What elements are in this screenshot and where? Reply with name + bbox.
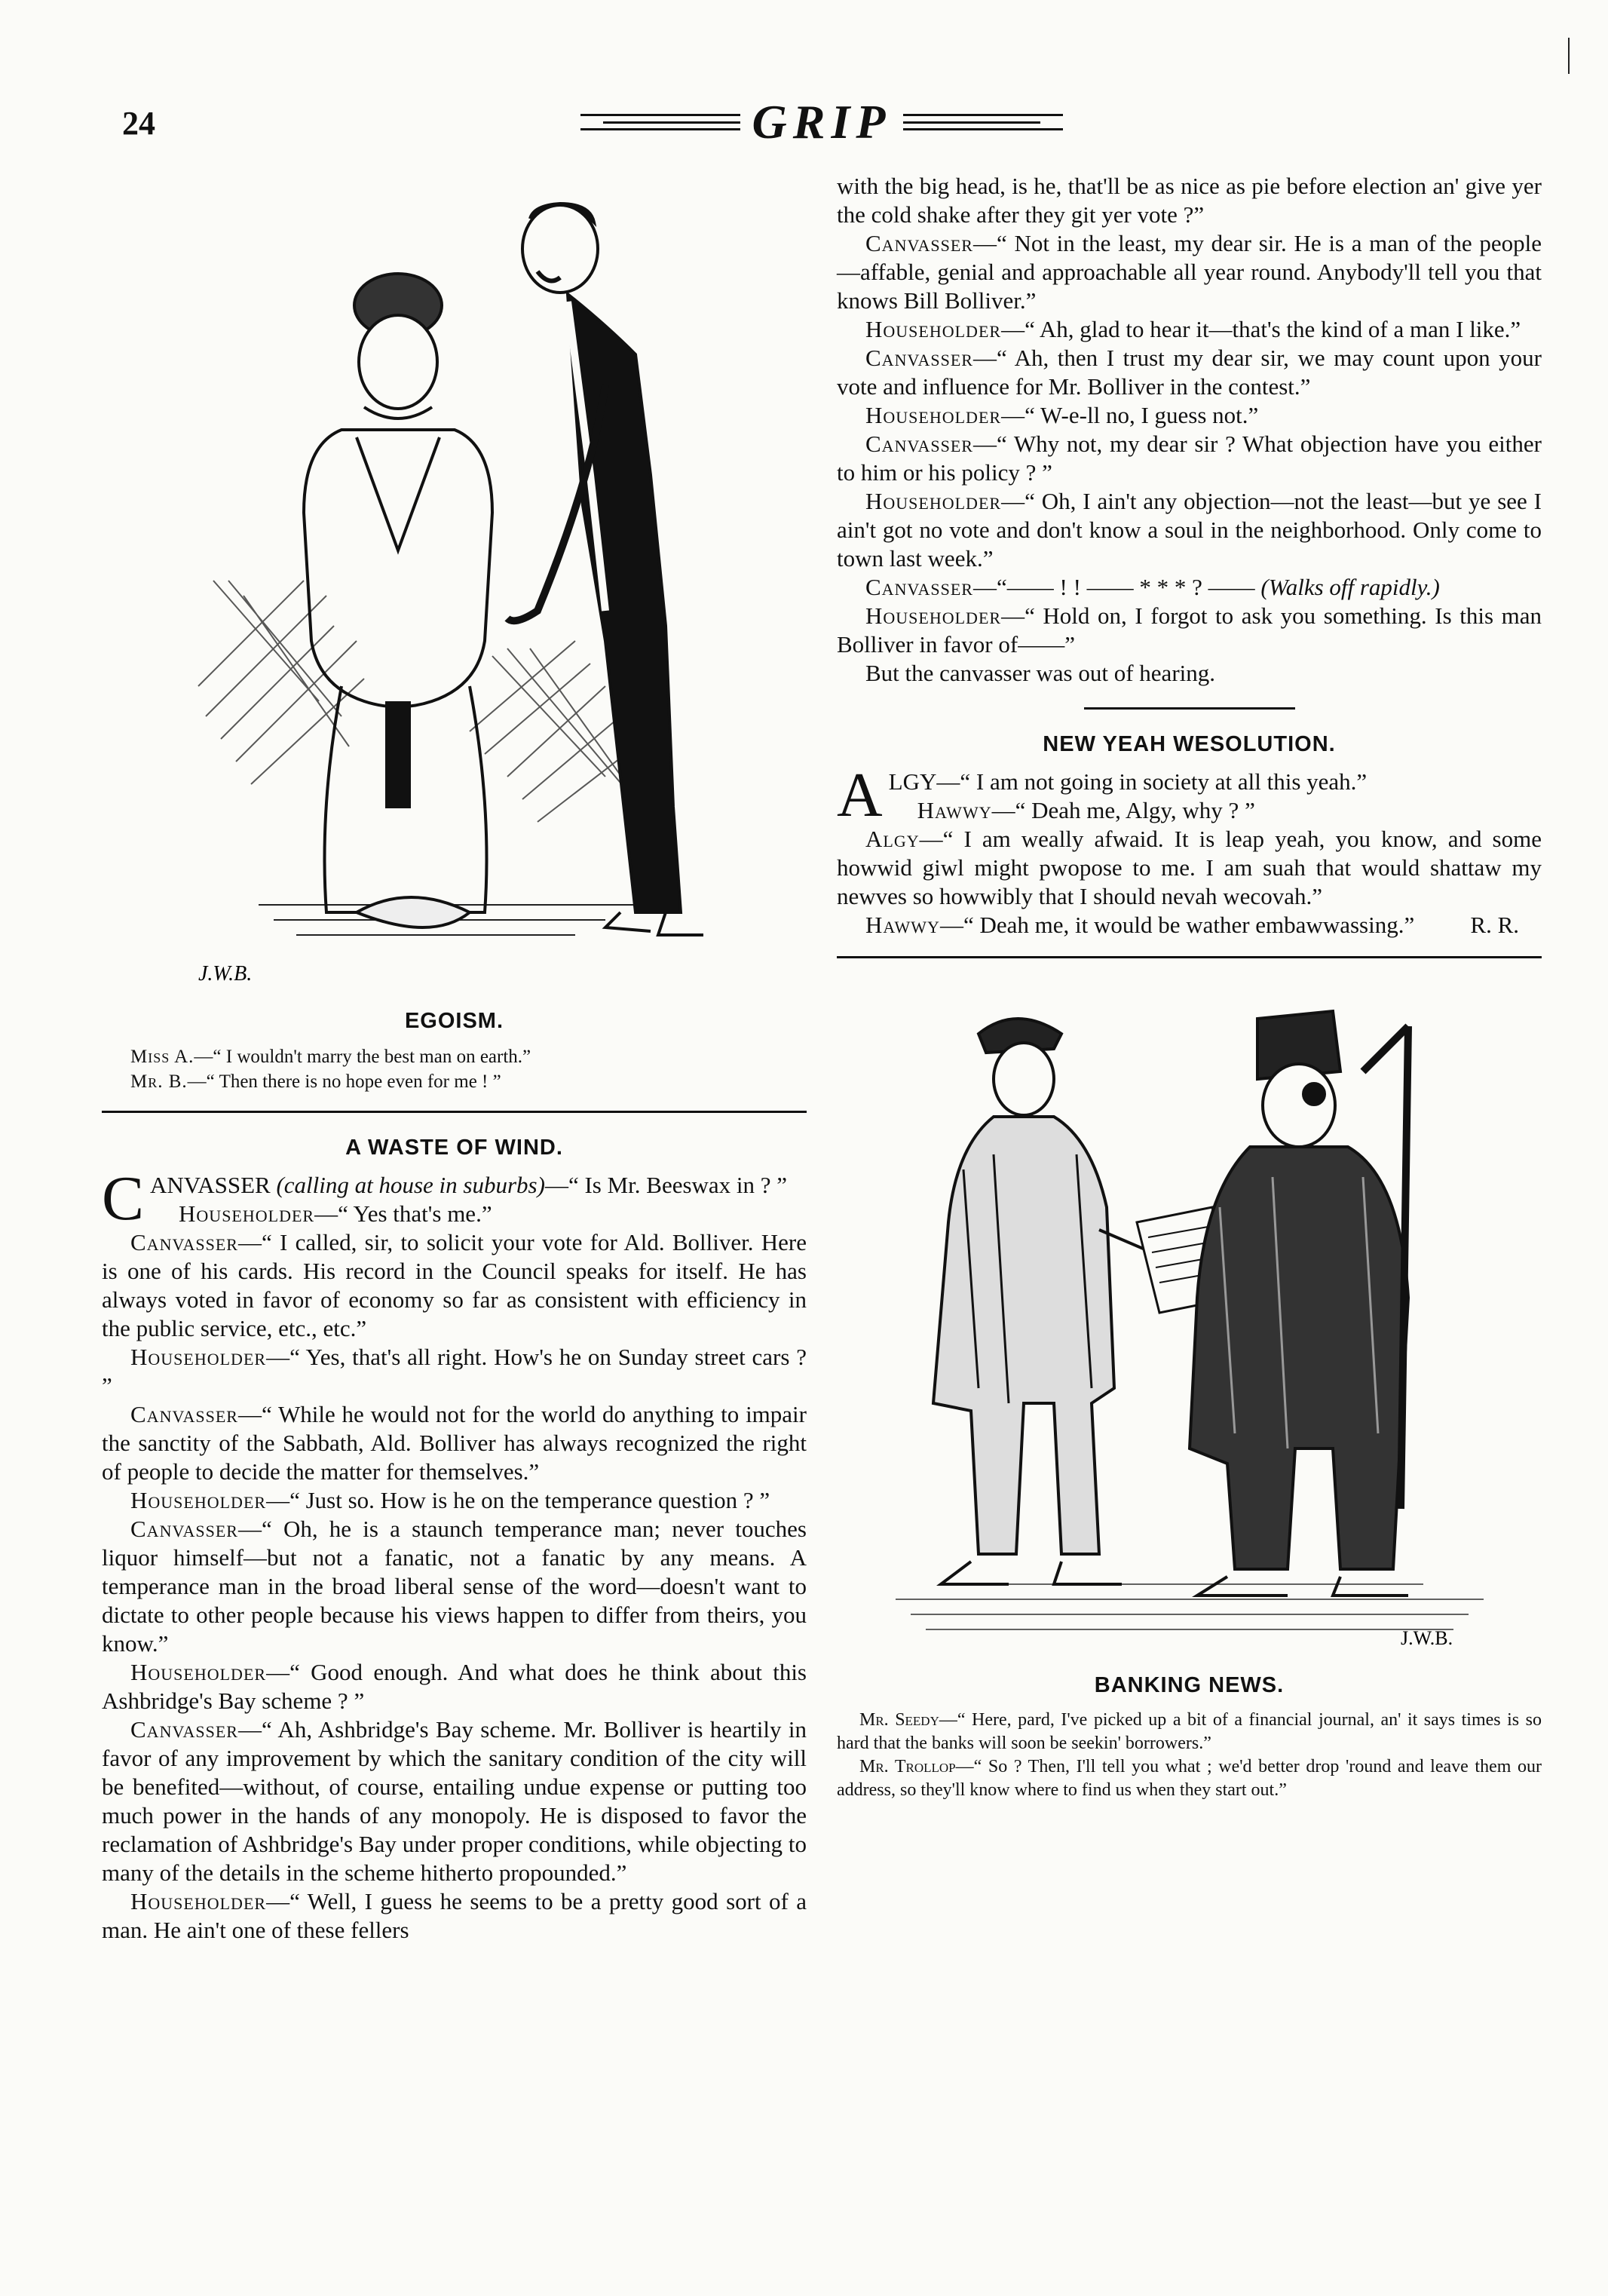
dialogue-text: —“—— ! ! —— * * * ? —— (972, 574, 1255, 600)
opening-after: —“ Is Mr. Beeswax in ? ” (544, 1172, 788, 1198)
dialogue-paragraph (837, 172, 1542, 229)
dialogue-text: —“ Deah me, it would be wather embawwassing.” (939, 912, 1415, 938)
dialogue-text: —“ W-e-ll no, I guess not.” (1001, 402, 1259, 428)
speaker-label: Canvasser (130, 1716, 238, 1743)
dialogue-paragraph (837, 602, 1542, 659)
dialogue-text: —“ Hold on, I forgot to ask you something. Is this man Bolliver in favor of——” (837, 602, 1542, 658)
dialogue-paragraph (102, 1715, 807, 1887)
page-number: 24 (122, 105, 155, 142)
dialogue-text: —“ Why not, my dear sir ? What objection have you either to him or his policy ? ” (837, 431, 1542, 486)
dialogue-paragraph (102, 1486, 807, 1515)
speaker-label: Canvasser (130, 1401, 238, 1427)
dialogue-text: —“ Ah, then I trust my dear sir, we may count upon your vote and influence for Mr. Bolliver in the contest.” (837, 345, 1542, 400)
edge-mark (1568, 38, 1570, 74)
egoism-signature: J.W.B. (198, 962, 252, 986)
speaker-label: Canvasser (130, 1516, 238, 1542)
dialogue-text: —“ Not in the least, my dear sir. He is a man of the people—affable, genial and approachable all year round. Anybody'll tell you that knows Bill Bolliver.” (837, 230, 1542, 314)
new-yeah-title: NEW YEAH WESOLUTION. (1043, 732, 1336, 756)
dialogue-paragraph (837, 825, 1542, 911)
dialogue-text: —“ Then there is no hope even for me ! ” (187, 1071, 501, 1092)
dialogue-paragraph (102, 1887, 807, 1945)
egoism-title: EGOISM. (404, 1009, 504, 1033)
dialogue-text: —“ Ah, glad to hear it—that's the kind of a man I like.” (1001, 316, 1521, 342)
dialogue-text: —“ I am weally afwaid. It is leap yeah, you know, and some howwid giwl might pwopose to me. I am suah that would shattaw my newves so howwibly that I should nevah wecovah.” (837, 826, 1542, 909)
masthead-rule-right (903, 114, 1063, 130)
dialogue-text: —“ Here, pard, I've picked up a bit of a financial journal, an' it says times is so hard that the banks will soon be seekin' borrowers.” (837, 1710, 1542, 1753)
dialogue-paragraph (837, 911, 1542, 940)
dialogue-text: —“ While he would not for the world do anything to impair the sanctity of the Sabbath, Ald. Bolliver has always recognized the right of people to decide the matter for themselves.” (102, 1401, 807, 1485)
dialogue-paragraph (837, 796, 1542, 825)
trollop-figure (1190, 1011, 1408, 1596)
dialogue-text: —“ Deah me, Algy, why ? ” (991, 797, 1255, 823)
banking-title: BANKING NEWS. (1094, 1673, 1285, 1697)
speaker-label: Householder (130, 1487, 267, 1513)
dialogue-text: —“ Oh, he is a staunch temperance man; never touches liquor himself—but not a fanatic, not a fanatic by any means. A temperance man in the broad liberal sense of the word—doesn't want to dictate to other people because his views happen to differ from theirs, you know.” (102, 1516, 807, 1657)
section-divider (102, 1111, 807, 1113)
egoism-illustration (183, 158, 726, 995)
new-yeah-dialogue (837, 796, 1542, 940)
speaker-label: Canvasser (865, 345, 973, 371)
stage-direction: (Walks off rapidly.) (1254, 574, 1440, 600)
dialogue-text: —“ Yes, that's all right. How's he on Sunday street cars ? ” (102, 1344, 807, 1399)
speaker-label: Householder (179, 1200, 315, 1227)
dialogue-paragraph (837, 229, 1542, 315)
speaker-label: Householder (130, 1344, 267, 1370)
speaker-label: Hawwy (917, 797, 992, 823)
speaker-label: Householder (865, 602, 1002, 629)
woman-figure (304, 274, 492, 927)
left-column (102, 158, 807, 1945)
speaker-label: Householder (865, 488, 1002, 514)
waste-of-wind-title: A WASTE OF WIND. (345, 1136, 563, 1160)
dialogue-text: —“ I wouldn't marry the best man on earth.” (194, 1047, 531, 1067)
dialogue-paragraph (837, 573, 1542, 602)
dialogue-paragraph (102, 1658, 807, 1715)
dialogue-paragraph (102, 1400, 807, 1486)
stage-direction: (calling at house in suburbs) (276, 1172, 545, 1198)
dialogue-text: —“ Just so. How is he on the temperance question ? ” (266, 1487, 770, 1513)
dialogue-text: —“ Ah, Ashbridge's Bay scheme. Mr. Bolliver is heartily in favor of any improvement by which the sanitary condition of the city will be benefited—without, of course, entailing undue expense or putting too much power in the hands of any monopoly. He is disposed to favor the reclamation of Ashbridge's Bay under proper conditions, while objecting to many of the details in the scheme hitherto propounded.” (102, 1716, 807, 1886)
speaker-label: Householder (865, 316, 1002, 342)
drop-cap: A (837, 760, 883, 830)
dialogue-text: with the big head, is he, that'll be as nice as pie before election an' give yer the cold shake after they git yer vote ?” (837, 173, 1542, 228)
speaker-label: Householder (865, 402, 1002, 428)
dialogue-paragraph (837, 659, 1542, 688)
dialogue-text: —“ Well, I guess he seems to be a pretty good sort of a man. He ain't one of these fellers (102, 1888, 807, 1943)
drop-cap: C (102, 1163, 145, 1234)
banking-caption-2 (837, 1755, 1542, 1802)
dialogue-paragraph (837, 487, 1542, 573)
masthead-title: GRIP (752, 95, 892, 149)
dialogue-text: —“ Yes that's me.” (314, 1200, 492, 1227)
speaker-label: Mr. Trollop (859, 1757, 956, 1776)
egoism-caption-2 (130, 1069, 807, 1094)
speaker-label: Canvasser (865, 230, 973, 256)
waste-of-wind-continued (837, 172, 1542, 688)
dialogue-paragraph (837, 315, 1542, 344)
speaker-label: Canvasser (865, 574, 973, 600)
speaker-label: Miss A. (130, 1047, 194, 1067)
masthead-rule-left (580, 114, 740, 130)
dialogue-text: —“ So ? Then, I'll tell you what ; we'd better drop 'round and leave them our address, so they'll know where to find us when they start out.” (837, 1757, 1542, 1800)
speaker-label: Mr. B. (130, 1071, 188, 1092)
opening-text: LGY—“ I am not going in society at all this yeah.” (888, 768, 1368, 795)
seedy-figure (933, 1019, 1152, 1584)
speaker-label: Mr. Seedy (859, 1710, 939, 1730)
dialogue-text: —“ Oh, I ain't any objection—not the least—but ye see I ain't got no vote and don't know a soul in the neighborhood. Only come to town last week.” (837, 488, 1542, 572)
dialogue-text: —“ Good enough. And what does he think about this Ashbridge's Bay scheme ? ” (102, 1659, 807, 1714)
dialogue-paragraph (102, 1200, 807, 1228)
egoism-caption-1 (130, 1044, 807, 1069)
speaker-label: Algy (865, 826, 920, 852)
speaker-label: Hawwy (865, 912, 940, 938)
man-figure (507, 204, 703, 935)
waste-of-wind-dialogue (102, 1200, 807, 1945)
opening-text: ANVASSER (150, 1172, 277, 1198)
dialogue-paragraph (102, 1228, 807, 1343)
dialogue-paragraph (837, 430, 1542, 487)
dialogue-paragraph (837, 401, 1542, 430)
banking-caption-1 (837, 1709, 1542, 1755)
speaker-label: Householder (130, 1659, 267, 1685)
author-signature: R. R. (1470, 912, 1519, 938)
speaker-label: Canvasser (130, 1229, 238, 1255)
dialogue-paragraph (837, 344, 1542, 401)
dialogue-text: —“ I called, sir, to solicit your vote for Ald. Bolliver. Here is one of his cards. His record in the Council speaks for itself. He has always voted in favor of economy so far as consistent with efficiency in the public service, etc., etc.” (102, 1229, 807, 1341)
dialogue-paragraph (102, 1515, 807, 1658)
section-divider (837, 956, 1542, 958)
short-divider (1084, 707, 1295, 710)
speaker-label: Canvasser (865, 431, 973, 457)
dialogue-text: But the canvasser was out of hearing. (865, 660, 1216, 686)
speaker-label: Householder (130, 1888, 267, 1914)
banking-illustration (881, 981, 1499, 1660)
right-column (837, 172, 1542, 1802)
masthead (580, 92, 1063, 152)
dialogue-paragraph (102, 1343, 807, 1400)
banking-signature: J.W.B. (1400, 1627, 1453, 1649)
